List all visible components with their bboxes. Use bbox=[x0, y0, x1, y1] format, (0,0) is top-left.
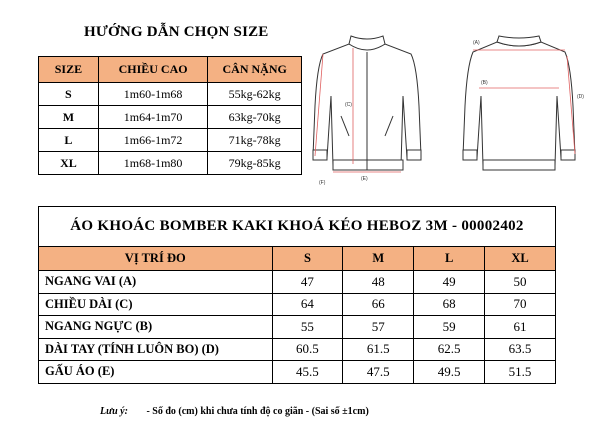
value-cell: 62.5 bbox=[414, 338, 485, 361]
value-cell: 70 bbox=[485, 293, 556, 316]
jacket-measurement-diagram bbox=[305, 26, 585, 196]
measurement-row bbox=[39, 361, 556, 384]
value-cell: 59 bbox=[414, 316, 485, 339]
value-cell: 61.5 bbox=[343, 338, 414, 361]
size-cell: L bbox=[39, 129, 99, 152]
label-a: (A) bbox=[473, 40, 480, 46]
measurement-row bbox=[39, 338, 556, 361]
size-guide-table bbox=[38, 56, 302, 175]
size-row bbox=[39, 83, 302, 106]
measurement-header-row bbox=[39, 247, 556, 271]
value-cell: 60.5 bbox=[272, 338, 343, 361]
size-m-header: M bbox=[343, 247, 414, 271]
label-b: (B) bbox=[481, 80, 488, 86]
measurement-row bbox=[39, 293, 556, 316]
value-cell: 45.5 bbox=[272, 361, 343, 384]
measurement-note bbox=[100, 406, 369, 417]
height-header: CHIỀU CAO bbox=[98, 57, 208, 83]
weight-cell: 79kg-85kg bbox=[208, 152, 302, 175]
height-cell: 1m64-1m70 bbox=[98, 106, 208, 129]
label-d: (D) bbox=[577, 94, 584, 100]
size-row bbox=[39, 152, 302, 175]
position-cell: DÀI TAY (TÍNH LUÔN BO) (D) bbox=[39, 338, 273, 361]
jacket-front-illustration bbox=[313, 36, 421, 170]
value-cell: 61 bbox=[485, 316, 556, 339]
size-cell: XL bbox=[39, 152, 99, 175]
label-e: (E) bbox=[361, 176, 368, 182]
position-cell: CHIỀU DÀI (C) bbox=[39, 293, 273, 316]
value-cell: 49.5 bbox=[414, 361, 485, 384]
size-xl-header: XL bbox=[485, 247, 556, 271]
measurement-row bbox=[39, 271, 556, 294]
measurement-row bbox=[39, 316, 556, 339]
value-cell: 64 bbox=[272, 293, 343, 316]
value-cell: 48 bbox=[343, 271, 414, 294]
value-cell: 50 bbox=[485, 271, 556, 294]
value-cell: 66 bbox=[343, 293, 414, 316]
value-cell: 49 bbox=[414, 271, 485, 294]
value-cell: 47.5 bbox=[343, 361, 414, 384]
note-label: Lưu ý: bbox=[100, 406, 128, 417]
size-s-header: S bbox=[272, 247, 343, 271]
height-cell: 1m66-1m72 bbox=[98, 129, 208, 152]
position-cell: GẤU ÁO (E) bbox=[39, 361, 273, 384]
value-cell: 51.5 bbox=[485, 361, 556, 384]
jacket-back-illustration bbox=[463, 36, 575, 170]
size-row bbox=[39, 106, 302, 129]
value-cell: 57 bbox=[343, 316, 414, 339]
size-l-header: L bbox=[414, 247, 485, 271]
height-cell: 1m68-1m80 bbox=[98, 152, 208, 175]
product-title: ÁO KHOÁC BOMBER KAKI KHOÁ KÉO HEBOZ 3M - 00002402 bbox=[39, 207, 556, 247]
size-guide-header-row bbox=[39, 57, 302, 83]
size-guide-title: HƯỚNG DẪN CHỌN SIZE bbox=[84, 24, 269, 40]
weight-cell: 63kg-70kg bbox=[208, 106, 302, 129]
note-text: - Số đo (cm) khi chưa tính độ co giãn - (Sai số ±1cm) bbox=[146, 406, 369, 417]
value-cell: 68 bbox=[414, 293, 485, 316]
size-cell: S bbox=[39, 83, 99, 106]
size-header: SIZE bbox=[39, 57, 99, 83]
value-cell: 55 bbox=[272, 316, 343, 339]
label-f: (F) bbox=[319, 180, 326, 186]
label-c: (C) bbox=[345, 102, 352, 108]
position-cell: NGANG NGỰC (B) bbox=[39, 316, 273, 339]
weight-cell: 55kg-62kg bbox=[208, 83, 302, 106]
position-cell: NGANG VAI (A) bbox=[39, 271, 273, 294]
size-cell: M bbox=[39, 106, 99, 129]
measurement-table bbox=[38, 206, 556, 384]
weight-cell: 71kg-78kg bbox=[208, 129, 302, 152]
position-header: VỊ TRÍ ĐO bbox=[39, 247, 273, 271]
size-row bbox=[39, 129, 302, 152]
height-cell: 1m60-1m68 bbox=[98, 83, 208, 106]
weight-header: CÂN NẶNG bbox=[208, 57, 302, 83]
value-cell: 47 bbox=[272, 271, 343, 294]
value-cell: 63.5 bbox=[485, 338, 556, 361]
